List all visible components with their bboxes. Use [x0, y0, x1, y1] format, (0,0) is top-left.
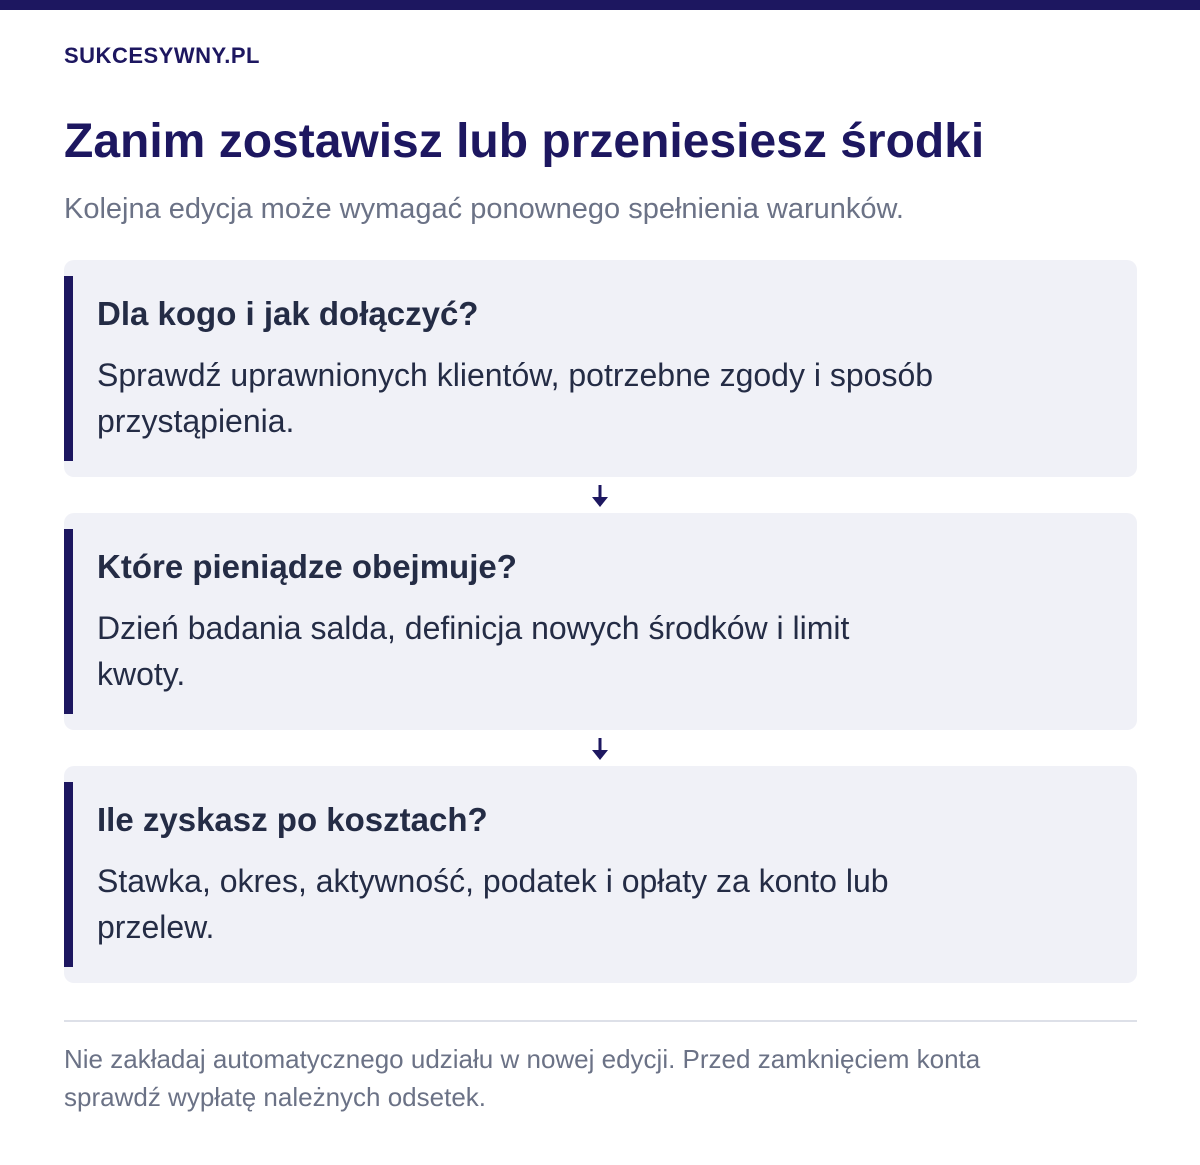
card-description-line: przelew. [97, 909, 215, 945]
card-heading: Które pieniądze obejmuje? [97, 548, 517, 585]
arrow-down-icon [589, 737, 611, 761]
brand-name: SUKCESYWNY.PL [64, 43, 260, 68]
top-accent-bar [0, 0, 1200, 10]
card-accent-bar [64, 529, 73, 714]
card-description-line: Stawka, okres, aktywność, podatek i opłaty za konto lub [97, 863, 889, 899]
card-description [97, 858, 1097, 950]
card-heading: Ile zyskasz po kosztach? [97, 801, 488, 838]
card-description-line: kwoty. [97, 656, 186, 692]
card-description-line: Dzień badania salda, definicja nowych środków i limit [97, 610, 850, 646]
footnote [64, 1040, 1137, 1116]
card-description [97, 352, 1097, 444]
step-card-2 [64, 513, 1137, 730]
footnote-line: sprawdź wypłatę należnych odsetek. [64, 1082, 487, 1112]
card-description-line: przystąpienia. [97, 403, 295, 439]
arrow-down-icon [589, 484, 611, 508]
card-description [97, 605, 1097, 697]
card-accent-bar [64, 276, 73, 461]
card-accent-bar [64, 782, 73, 967]
step-card-1 [64, 260, 1137, 477]
footnote-line: Nie zakładaj automatycznego udziału w nowej edycji. Przed zamknięciem konta [64, 1044, 981, 1074]
step-card-3 [64, 766, 1137, 983]
page-subtitle: Kolejna edycja może wymagać ponownego spełnienia warunków. [64, 193, 904, 225]
page-title: Zanim zostawisz lub przeniesiesz środki [64, 115, 985, 168]
card-description-line: Sprawdź uprawnionych klientów, potrzebne zgody i sposób [97, 357, 934, 393]
footer-divider [64, 1020, 1137, 1022]
card-heading: Dla kogo i jak dołączyć? [97, 295, 479, 332]
